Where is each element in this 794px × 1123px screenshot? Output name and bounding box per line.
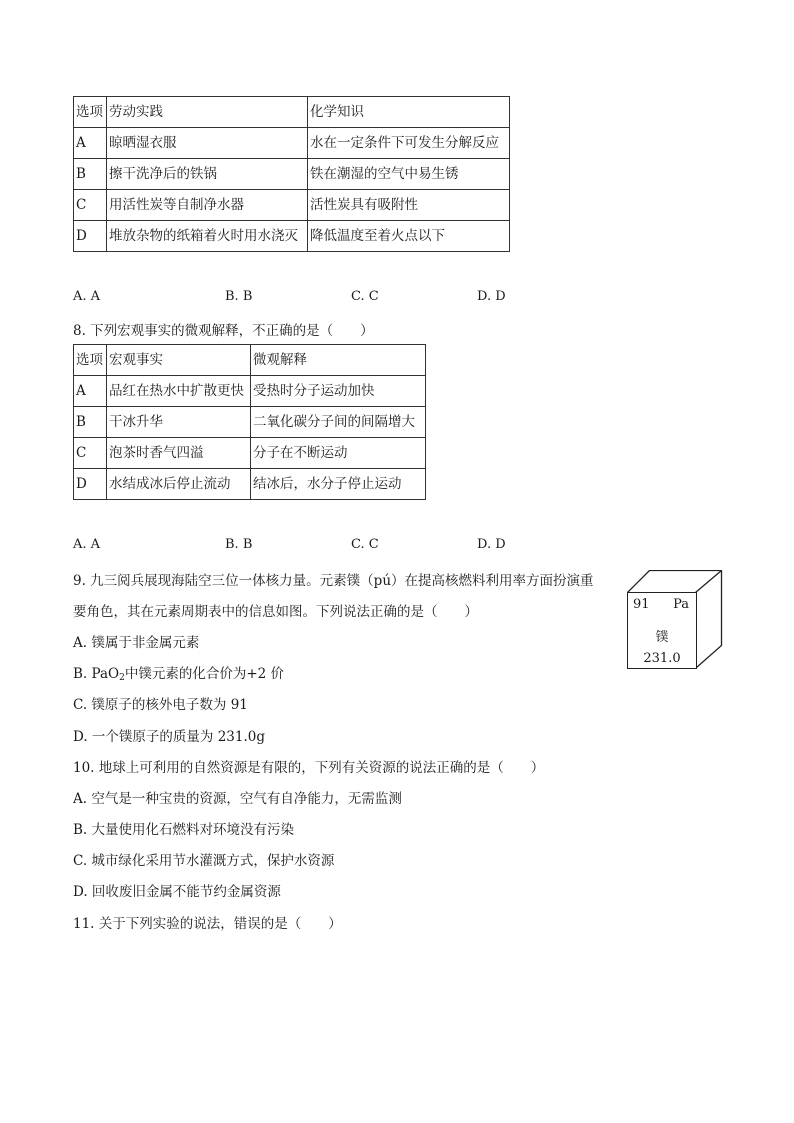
table-cell: D: [74, 469, 107, 500]
table-header-row: [74, 97, 510, 128]
q10-option-a[interactable]: A. 空气是一种宝贵的资源，空气有自净能力，无需监测: [73, 791, 402, 807]
option-a[interactable]: A. A: [73, 289, 101, 304]
table-cell: B: [74, 159, 107, 190]
q9-option-d[interactable]: D. 一个镤原子的质量为 231.0g: [73, 729, 266, 745]
option-c[interactable]: C. C: [351, 537, 379, 552]
subscript: 2: [119, 673, 125, 683]
table-header-cell: 化学知识: [308, 97, 510, 128]
q10-option-c[interactable]: C. 城市绿化采用节水灌溉方式，保护水资源: [73, 853, 335, 869]
table-header-cell: 宏观事实: [107, 345, 251, 376]
q9-option-a[interactable]: A. 镤属于非金属元素: [73, 635, 200, 651]
table-cell: C: [74, 190, 107, 221]
table-cell: 受热时分子运动加快: [251, 376, 426, 407]
table-cell: 铁在潮湿的空气中易生锈: [308, 159, 510, 190]
table-cell: 水结成冰后停止流动: [107, 469, 251, 500]
table-row: [74, 159, 510, 190]
q10-option-b[interactable]: B. 大量使用化石燃料对环境没有污染: [73, 822, 295, 838]
q8-stem: 8. 下列宏观事实的微观解释，不正确的是（ ）: [73, 323, 374, 339]
option-b-prefix: B. PaO: [73, 666, 120, 682]
micro-explanation-table: [73, 344, 426, 500]
table-row: [74, 221, 510, 252]
option-a[interactable]: A. A: [73, 537, 101, 552]
table-header-row: [74, 345, 426, 376]
table-cell: 晾晒湿衣服: [107, 128, 308, 159]
element-symbol: Pa: [673, 597, 689, 612]
q9-stem-line2: 要角色，其在元素周期表中的信息如图。下列说法正确的是（ ）: [73, 604, 478, 620]
table-cell: D: [74, 221, 107, 252]
option-c[interactable]: C. C: [351, 289, 379, 304]
option-d[interactable]: D. D: [477, 537, 506, 552]
element-tile: [627, 592, 697, 669]
table-cell: 用活性炭等自制净水器: [107, 190, 308, 221]
table-header-cell: 选项: [74, 97, 107, 128]
table-header-cell: 选项: [74, 345, 107, 376]
table-row: [74, 469, 426, 500]
option-d[interactable]: D. D: [477, 289, 506, 304]
table-row: [74, 376, 426, 407]
table-cell: 结冰后，水分子停止运动: [251, 469, 426, 500]
table-header-cell: 劳动实践: [107, 97, 308, 128]
atomic-number: 91: [633, 597, 650, 612]
table-cell: C: [74, 438, 107, 469]
q10-option-d[interactable]: D. 回收废旧金属不能节约金属资源: [73, 884, 281, 900]
table-cell: B: [74, 407, 107, 438]
q9-stem-line1: 9. 九三阅兵展现海陆空三位一体核力量。元素镤（pú）在提高核燃料利用率方面扮演重: [73, 573, 594, 589]
table-cell: 二氧化碳分子间的间隔增大: [251, 407, 426, 438]
q9-option-b[interactable]: [73, 662, 284, 683]
table-cell: 堆放杂物的纸箱着火时用水浇灭: [107, 221, 308, 252]
q8-options: [73, 537, 573, 555]
table-cell: 水在一定条件下可发生分解反应: [308, 128, 510, 159]
q9-option-c[interactable]: C. 镤原子的核外电子数为 91: [73, 697, 248, 713]
table-row: [74, 190, 510, 221]
table-cell: 活性炭具有吸附性: [308, 190, 510, 221]
table-header-cell: 微观解释: [251, 345, 426, 376]
table-cell: 分子在不断运动: [251, 438, 426, 469]
atomic-mass: 231.0: [643, 651, 681, 666]
q10-stem: 10. 地球上可利用的自然资源是有限的，下列有关资源的说法正确的是（ ）: [73, 760, 545, 776]
element-name: 镤: [655, 630, 669, 645]
table-row: [74, 438, 426, 469]
table-cell: A: [74, 376, 107, 407]
q7-options: [73, 289, 573, 307]
table-cell: A: [74, 128, 107, 159]
table-cell: 干冰升华: [107, 407, 251, 438]
table-row: [74, 128, 510, 159]
q11-stem: 11. 关于下列实验的说法，错误的是（ ）: [73, 916, 342, 932]
table-cell: 降低温度至着火点以下: [308, 221, 510, 252]
option-b[interactable]: B. B: [225, 289, 253, 304]
table-cell: 擦干洗净后的铁锅: [107, 159, 308, 190]
table-cell: 品红在热水中扩散更快: [107, 376, 251, 407]
table-cell: 泡茶时香气四溢: [107, 438, 251, 469]
option-b[interactable]: B. B: [225, 537, 253, 552]
labor-practice-table: [73, 96, 510, 252]
table-row: [74, 407, 426, 438]
option-b-suffix: 中镤元素的化合价为+2 价: [124, 666, 285, 682]
